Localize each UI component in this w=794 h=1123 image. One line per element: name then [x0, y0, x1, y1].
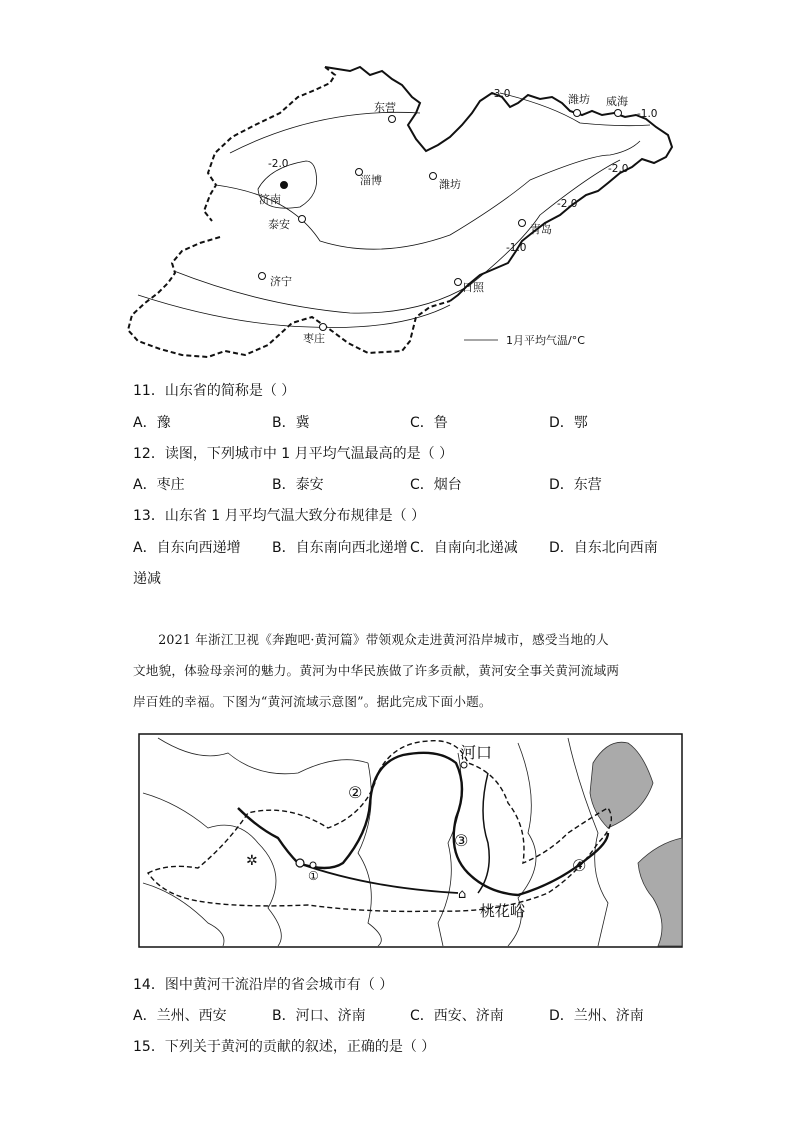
option-c[interactable]: C．西安、济南: [410, 1008, 504, 1024]
city-label: 潍坊: [568, 93, 590, 106]
option-c[interactable]: C．自南向北递减: [410, 540, 518, 556]
city-label: 潍坊: [439, 178, 461, 191]
passage-line: 岸百姓的幸福。下图为“黄河流域示意图”。据此完成下面小题。: [133, 694, 492, 709]
passage-cont: [133, 655, 663, 717]
option-a[interactable]: A．豫: [133, 415, 171, 431]
option-d[interactable]: D．东营: [549, 477, 602, 493]
city-label: 泰安: [268, 218, 290, 231]
option-a[interactable]: A．枣庄: [133, 477, 185, 493]
city-label: 日照: [462, 281, 484, 294]
question-13: 13．山东省 1 月平均气温大致分布规律是（ ）: [133, 508, 426, 524]
label-4: ④: [572, 856, 587, 875]
passage-line: 2021 年浙江卫视《奔跑吧·黄河篇》带领观众走进黄河沿岸城市，感受当地的人: [158, 632, 609, 647]
option-b[interactable]: B．冀: [272, 415, 310, 431]
isotherm-value: -2.0: [608, 163, 629, 175]
label-taohuayu: 桃花峪: [480, 902, 526, 920]
option-a[interactable]: A．自东向西递增: [133, 540, 241, 556]
city-marker: [310, 862, 316, 868]
isotherm-value: -1.0: [637, 108, 658, 120]
passage: [133, 624, 663, 655]
question-11: 11．山东省的简称是（ ）: [133, 383, 296, 399]
hekou-marker: [461, 762, 467, 768]
isotherm-value: -2.0: [557, 198, 578, 210]
option-b[interactable]: B．河口、济南: [272, 1008, 366, 1024]
city-label: 枣庄: [303, 332, 325, 345]
passage-line: 文地貌，体验母亲河的魅力。黄河为中华民族做了许多贡献，黄河安全事关黄河流域两: [133, 663, 620, 678]
option-b[interactable]: B．泰安: [272, 477, 324, 493]
question-14: 14．图中黄河干流沿岸的省会城市有（ ）: [133, 977, 394, 993]
option-c[interactable]: C．鲁: [410, 415, 448, 431]
option-b[interactable]: B．自东南向西北递增: [272, 540, 408, 556]
city-marker: [296, 859, 304, 867]
option-c[interactable]: C．烟台: [410, 477, 462, 493]
city-label: 济南: [259, 193, 281, 206]
option-d[interactable]: D．自东北向西南: [549, 540, 658, 556]
option-d[interactable]: D．兰州、济南: [549, 1008, 644, 1024]
city-label: 东营: [374, 101, 396, 114]
province-boundary-dashed: [128, 67, 450, 357]
isotherm-line: [174, 160, 620, 313]
city-label: 威海: [606, 95, 628, 108]
dam-icon: ⌂: [458, 887, 467, 902]
city-label: 青岛: [530, 223, 552, 236]
isotherm-value: -2.0: [268, 158, 289, 170]
question-15: 15．下列关于黄河的贡献的叙述，正确的是（ ）: [133, 1039, 436, 1055]
question-12: 12．读图，下列城市中 1 月平均气温最高的是（ ）: [133, 446, 454, 462]
option-d[interactable]: D．鄂: [549, 415, 588, 431]
city-label: 济宁: [270, 275, 292, 288]
sun-icon: ✲: [246, 853, 258, 869]
option-a[interactable]: A．兰州、西安: [133, 1008, 227, 1024]
legend-label: 1月平均气温/°C: [506, 334, 585, 347]
yellow-river-basin-map: [138, 733, 683, 948]
city-label: 淄博: [360, 174, 382, 187]
shandong-isotherm-map: [120, 55, 680, 375]
label-1: ①: [308, 869, 319, 883]
isotherm-value: -3.0: [490, 88, 511, 100]
isotherm-line: [138, 295, 450, 328]
option-d-wrap: 递减: [133, 571, 161, 587]
label-2: ②: [348, 783, 363, 802]
isotherm-value: -1.0: [506, 242, 527, 254]
label-hekou: 河口: [460, 743, 493, 762]
label-3: ③: [454, 831, 469, 850]
